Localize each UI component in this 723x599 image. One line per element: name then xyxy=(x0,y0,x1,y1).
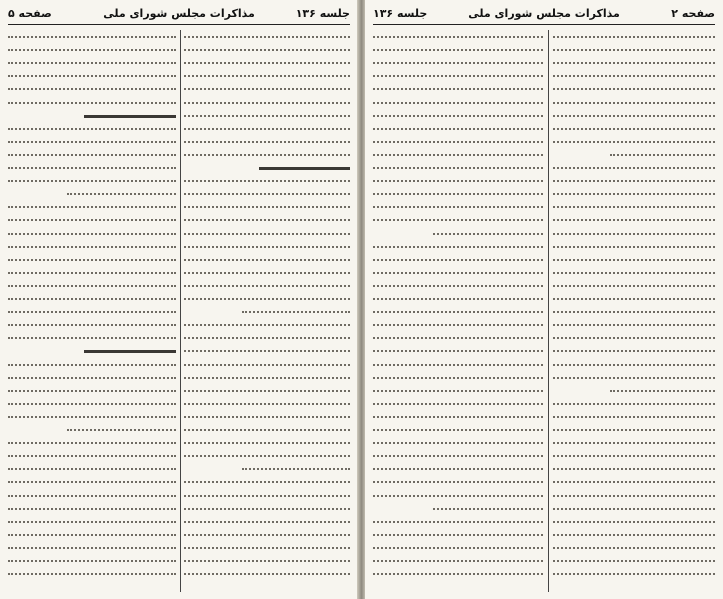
text-line xyxy=(373,534,543,536)
text-line xyxy=(184,429,350,431)
text-line xyxy=(184,141,350,143)
text-line xyxy=(184,534,350,536)
text-line xyxy=(8,233,176,235)
text-line xyxy=(553,324,715,326)
text-line xyxy=(373,246,543,248)
text-line xyxy=(373,206,543,208)
text-line xyxy=(184,272,350,274)
text-line xyxy=(8,285,176,287)
text-line xyxy=(373,455,543,457)
text-line xyxy=(259,167,350,170)
text-line xyxy=(8,442,176,444)
session-number: جلسه ۱۳۶ xyxy=(373,7,428,20)
text-line xyxy=(8,337,176,339)
text-line xyxy=(433,508,544,510)
text-line xyxy=(373,259,543,261)
text-line xyxy=(373,141,543,143)
header-rule xyxy=(8,24,350,25)
text-line xyxy=(8,128,176,130)
text-line xyxy=(184,560,350,562)
text-line xyxy=(184,390,350,392)
text-line xyxy=(8,154,176,156)
text-line xyxy=(8,481,176,483)
text-line xyxy=(184,285,350,287)
page-title: مذاکرات مجلس شورای ملی xyxy=(468,7,620,20)
text-line xyxy=(8,390,176,392)
text-line xyxy=(553,272,715,274)
text-line xyxy=(8,534,176,536)
text-line xyxy=(373,36,543,38)
text-line xyxy=(242,468,350,470)
text-line xyxy=(184,75,350,77)
text-line xyxy=(553,311,715,313)
text-line xyxy=(373,390,543,392)
text-line xyxy=(553,521,715,523)
text-line xyxy=(553,364,715,366)
text-line xyxy=(553,508,715,510)
text-line xyxy=(610,154,715,156)
text-line xyxy=(242,311,350,313)
text-line xyxy=(373,547,543,549)
text-line xyxy=(373,62,543,64)
text-line xyxy=(373,429,543,431)
text-line xyxy=(8,102,176,104)
text-line xyxy=(553,350,715,352)
text-line xyxy=(8,311,176,313)
text-line xyxy=(8,167,176,169)
text-line xyxy=(373,521,543,523)
text-line xyxy=(8,455,176,457)
text-line xyxy=(553,416,715,418)
text-line xyxy=(184,62,350,64)
text-line xyxy=(373,468,543,470)
text-line xyxy=(553,233,715,235)
text-line xyxy=(8,88,176,90)
right-page-header xyxy=(373,6,715,22)
text-line xyxy=(8,324,176,326)
text-line xyxy=(184,403,350,405)
text-line xyxy=(184,416,350,418)
page-number: صفحه ۲ xyxy=(671,7,715,20)
text-line xyxy=(373,481,543,483)
text-line xyxy=(553,547,715,549)
text-line xyxy=(433,233,544,235)
session-number: جلسه ۱۳۶ xyxy=(295,7,350,20)
text-line xyxy=(67,193,176,195)
text-line xyxy=(184,102,350,104)
text-line xyxy=(373,495,543,497)
text-line xyxy=(373,416,543,418)
text-line xyxy=(8,36,176,38)
text-line xyxy=(373,49,543,51)
text-column xyxy=(8,30,176,592)
text-line xyxy=(553,167,715,169)
text-line xyxy=(8,403,176,405)
text-line xyxy=(184,298,350,300)
right-page xyxy=(365,0,723,599)
text-line xyxy=(184,193,350,195)
text-line xyxy=(553,88,715,90)
text-line xyxy=(553,560,715,562)
text-line xyxy=(373,377,543,379)
text-line xyxy=(373,311,543,313)
text-line xyxy=(553,455,715,457)
text-line xyxy=(553,180,715,182)
text-line xyxy=(184,481,350,483)
text-line xyxy=(553,62,715,64)
text-line xyxy=(373,442,543,444)
text-line xyxy=(184,49,350,51)
text-column xyxy=(373,30,543,592)
header-rule xyxy=(373,24,715,25)
text-line xyxy=(553,115,715,117)
text-line xyxy=(8,521,176,523)
text-line xyxy=(553,573,715,575)
page-number: صفحه ۵ xyxy=(8,7,52,20)
text-line xyxy=(373,167,543,169)
text-line xyxy=(373,102,543,104)
text-line xyxy=(553,534,715,536)
text-line xyxy=(553,36,715,38)
text-line xyxy=(184,259,350,261)
text-line xyxy=(184,377,350,379)
text-line xyxy=(8,62,176,64)
text-line xyxy=(184,508,350,510)
text-line xyxy=(8,377,176,379)
text-line xyxy=(373,272,543,274)
text-line xyxy=(8,495,176,497)
text-line xyxy=(184,495,350,497)
text-line xyxy=(184,547,350,549)
text-line xyxy=(184,324,350,326)
text-line xyxy=(373,324,543,326)
text-line xyxy=(184,246,350,248)
text-line xyxy=(8,75,176,77)
text-line xyxy=(553,259,715,261)
text-line xyxy=(553,49,715,51)
text-line xyxy=(373,75,543,77)
text-line xyxy=(373,364,543,366)
text-line xyxy=(184,455,350,457)
text-line xyxy=(553,102,715,104)
text-line xyxy=(553,442,715,444)
text-line xyxy=(373,285,543,287)
text-line xyxy=(373,219,543,221)
text-column xyxy=(553,30,715,592)
text-line xyxy=(8,219,176,221)
text-line xyxy=(184,88,350,90)
text-column xyxy=(184,30,350,592)
text-line xyxy=(8,259,176,261)
text-line xyxy=(553,193,715,195)
text-line xyxy=(184,337,350,339)
text-line xyxy=(553,481,715,483)
text-line xyxy=(8,246,176,248)
text-line xyxy=(8,573,176,575)
text-line xyxy=(84,115,176,118)
text-line xyxy=(373,403,543,405)
text-line xyxy=(184,442,350,444)
text-line xyxy=(553,246,715,248)
text-line xyxy=(8,468,176,470)
text-line xyxy=(553,298,715,300)
text-line xyxy=(184,219,350,221)
text-line xyxy=(373,154,543,156)
column-divider xyxy=(180,30,181,592)
text-line xyxy=(553,468,715,470)
text-line xyxy=(553,141,715,143)
text-line xyxy=(184,233,350,235)
text-line xyxy=(553,219,715,221)
text-line xyxy=(184,128,350,130)
text-line xyxy=(373,560,543,562)
text-line xyxy=(373,298,543,300)
text-line xyxy=(8,416,176,418)
text-line xyxy=(553,128,715,130)
text-line xyxy=(553,377,715,379)
text-line xyxy=(373,573,543,575)
text-line xyxy=(553,403,715,405)
text-line xyxy=(184,180,350,182)
text-line xyxy=(184,364,350,366)
text-line xyxy=(8,180,176,182)
text-line xyxy=(553,285,715,287)
text-line xyxy=(67,429,176,431)
text-line xyxy=(373,128,543,130)
page-title: مذاکرات مجلس شورای ملی xyxy=(103,7,255,20)
text-line xyxy=(184,115,350,117)
column-divider xyxy=(548,30,549,592)
text-line xyxy=(184,36,350,38)
text-line xyxy=(8,508,176,510)
text-line xyxy=(553,429,715,431)
text-line xyxy=(553,495,715,497)
text-line xyxy=(553,206,715,208)
text-line xyxy=(553,337,715,339)
text-line xyxy=(8,298,176,300)
text-line xyxy=(373,88,543,90)
text-line xyxy=(8,206,176,208)
text-line xyxy=(8,560,176,562)
text-line xyxy=(184,206,350,208)
text-line xyxy=(8,364,176,366)
text-line xyxy=(184,573,350,575)
text-line xyxy=(8,272,176,274)
text-line xyxy=(8,141,176,143)
text-line xyxy=(373,337,543,339)
text-line xyxy=(553,75,715,77)
left-page-header xyxy=(8,6,350,22)
text-line xyxy=(373,350,543,352)
text-line xyxy=(8,547,176,549)
text-line xyxy=(184,350,350,352)
text-line xyxy=(84,350,176,353)
text-line xyxy=(184,521,350,523)
left-page xyxy=(0,0,358,599)
text-line xyxy=(373,115,543,117)
text-line xyxy=(184,154,350,156)
text-line xyxy=(373,180,543,182)
text-line xyxy=(373,193,543,195)
text-line xyxy=(8,49,176,51)
text-line xyxy=(610,390,715,392)
